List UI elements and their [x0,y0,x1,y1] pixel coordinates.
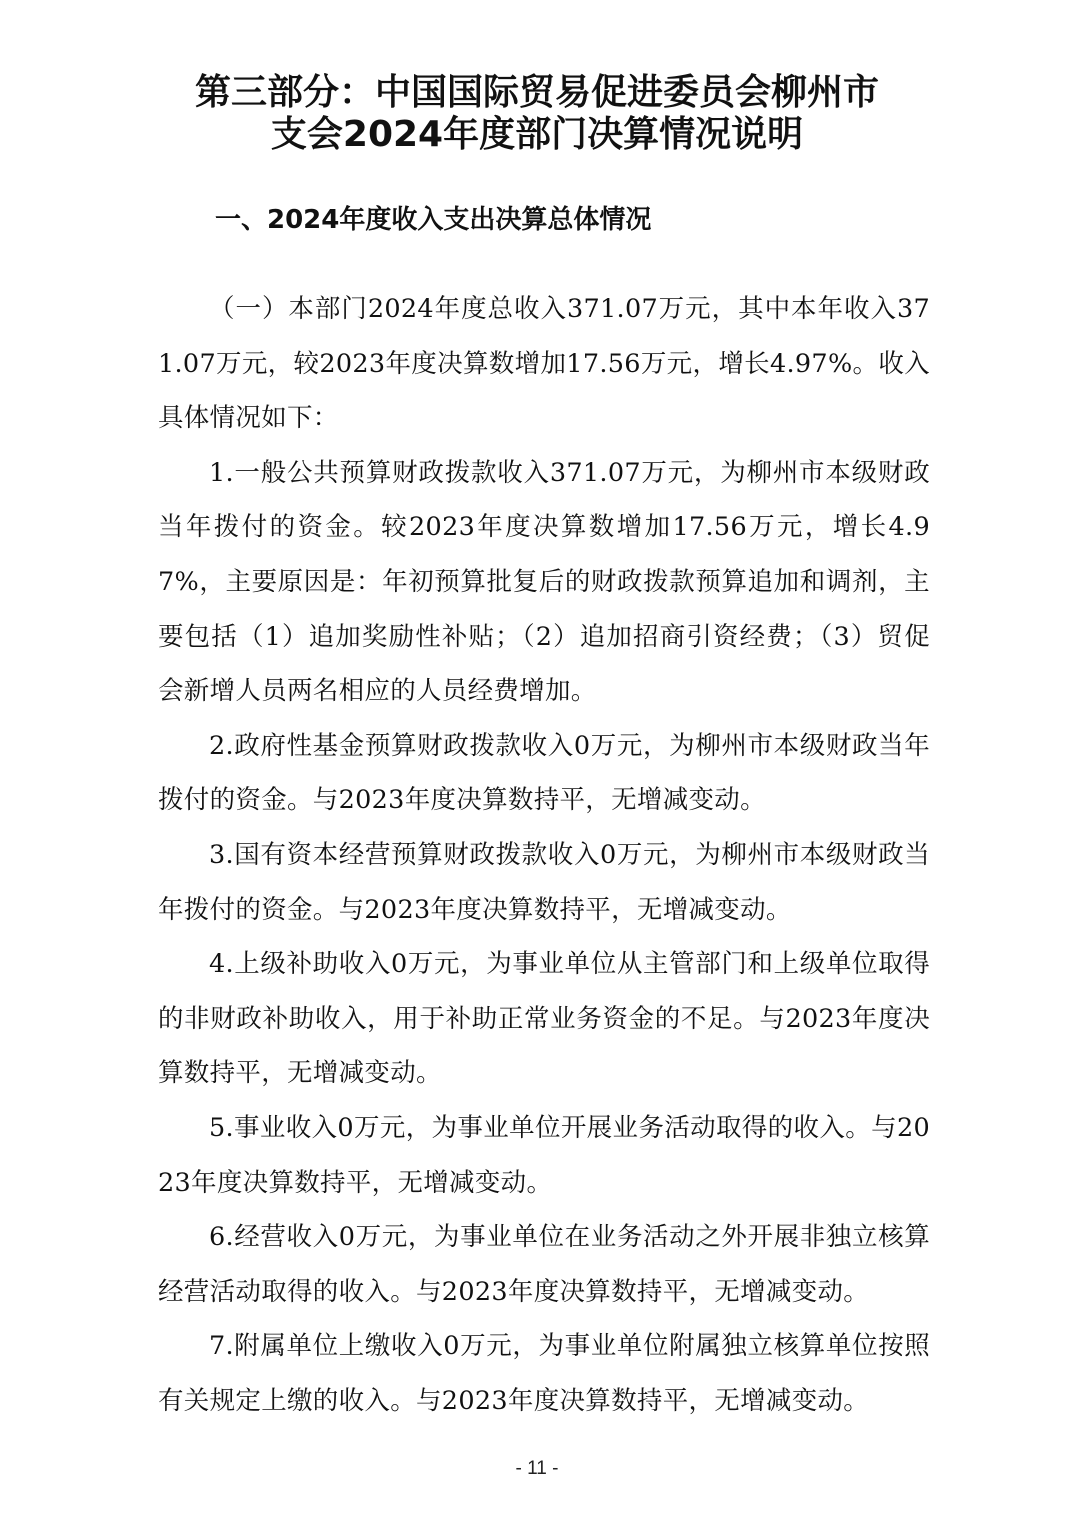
page-title-line-2: 支会2024年度部门决算情况说明 [270,114,804,155]
page-title [100,72,974,156]
page-title-line-1: 第三部分：中国国际贸易促进委员会柳州市 [194,72,879,113]
paragraph-general-budget-income: 1.一般公共预算财政拨款收入371.07万元，为柳州市本级财政当年拨付的资金。较2023年度决算数增加17.56万元，增长4.97%，主要原因是：年初预算批复后的财政拨款预算追加和调剂，主要包括（1）追加奖励性补贴；（2）追加招商引资经费；（3）贸促会新增人员两名相应的人员经费增加。 [158,457,930,707]
paragraph-operating-income: 6.经营收入0万元，为事业单位在业务活动之外开展非独立核算经营活动取得的收入。与2023年度决算数持平，无增减变动。 [158,1222,930,1307]
paragraph-total-income: （一）本部门2024年度总收入371.07万元，其中本年收入371.07万元，较2023年度决算数增加17.56万元，增长4.97%。收入具体情况如下： [158,294,930,434]
page-number: - 11 - [515,1458,559,1479]
paragraph-business-income: 5.事业收入0万元，为事业单位开展业务活动取得的收入。与2023年度决算数持平，无增减变动。 [158,1112,930,1198]
paragraph-affiliated-unit-income: 7.附属单位上缴收入0万元，为事业单位附属独立核算单位按照有关规定上缴的收入。与2023年度决算数持平，无增减变动。 [158,1331,930,1416]
paragraph-government-fund-income: 2.政府性基金预算财政拨款收入0万元，为柳州市本级财政当年拨付的资金。与2023年度决算数持平，无增减变动。 [158,730,930,816]
paragraph-state-capital-income: 3.国有资本经营预算财政拨款收入0万元，为柳州市本级财政当年拨付的资金。与2023年度决算数持平，无增减变动。 [158,839,930,925]
paragraph-superior-subsidy-income: 4.上级补助收入0万元，为事业单位从主管部门和上级单位取得的非财政补助收入，用于补助正常业务资金的不足。与2023年度决算数持平，无增减变动。 [158,949,930,1089]
section-heading: 一、2024年度收入支出决算总体情况 [215,205,652,235]
document-body [158,282,930,1428]
